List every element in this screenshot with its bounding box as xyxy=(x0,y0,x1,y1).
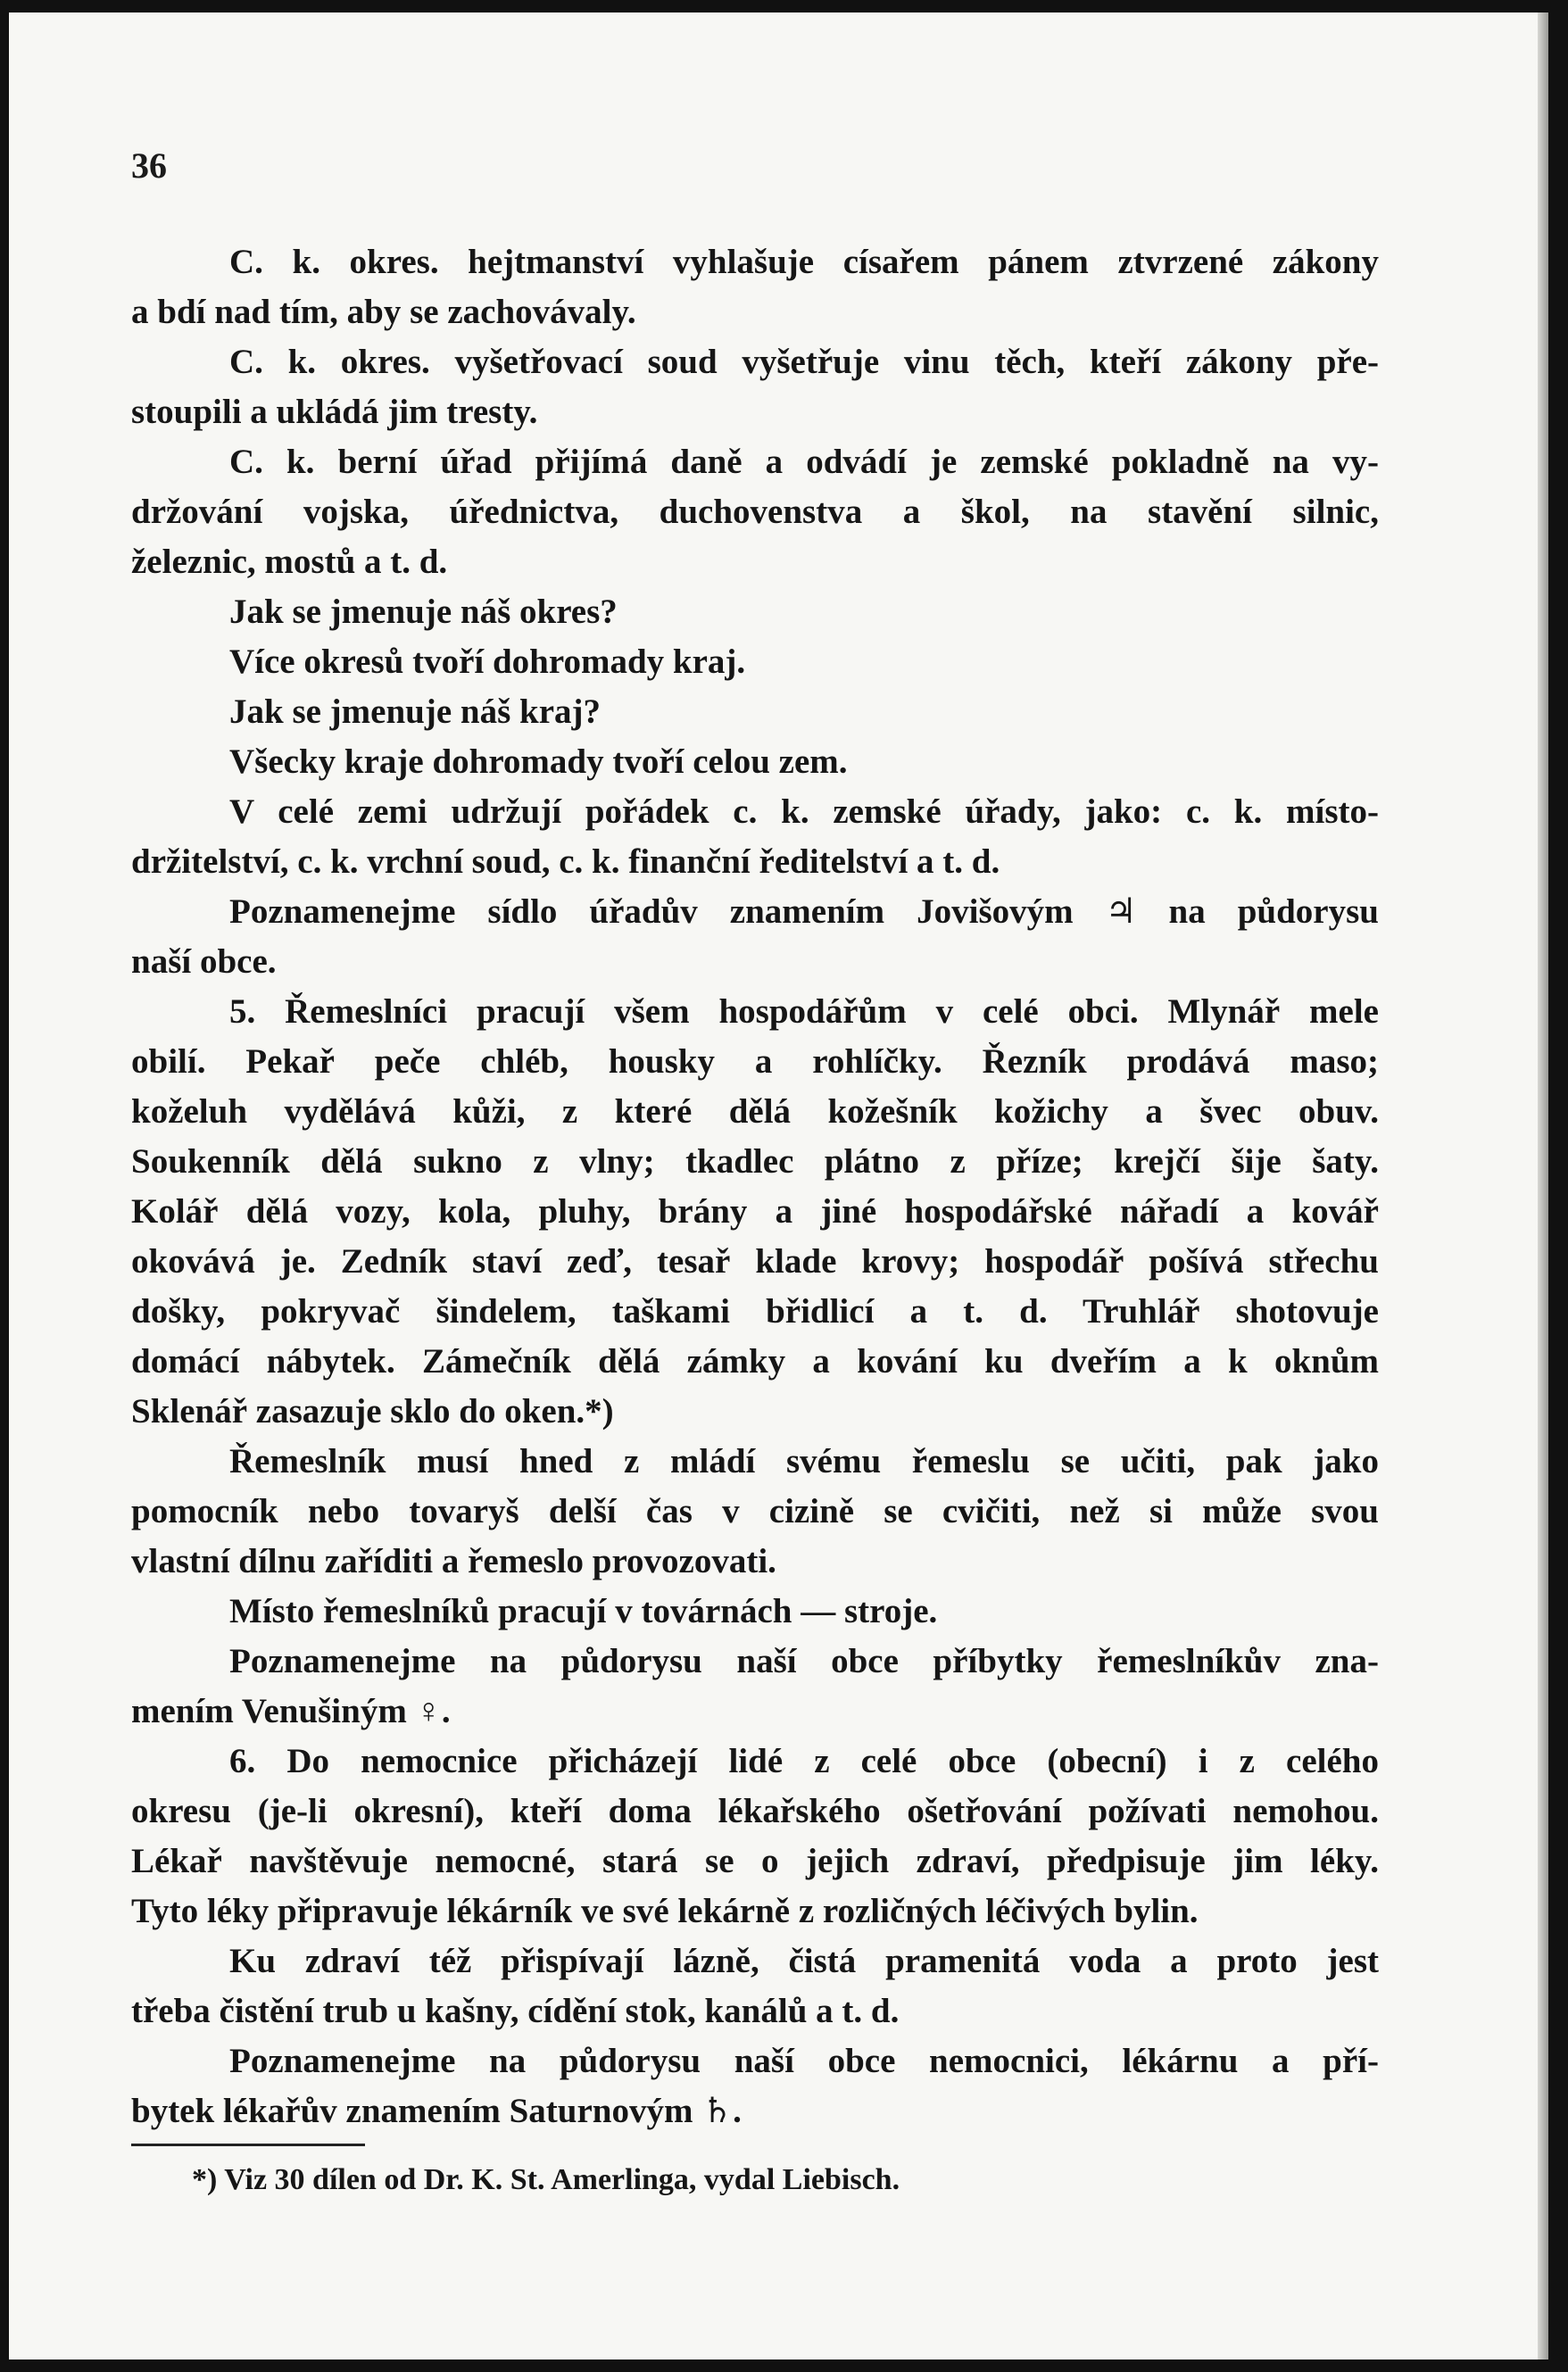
text-line: Všecky kraje dohromady tvoří celou zem. xyxy=(229,742,848,781)
text-line: domácí nábytek. Zámečník dělá zámky a kování ku dveřím a k oknům xyxy=(131,1342,1379,1381)
text-line: Lékař navštěvuje nemocné, stará se o jejich zdraví, předpisuje jim léky. xyxy=(131,1842,1379,1880)
text-line: bytek lékařův znamením Saturnovým ♄. xyxy=(131,2092,742,2130)
text-line: 5. Řemeslníci pracují všem hospodářům v celé obci. Mlynář mele xyxy=(229,992,1379,1031)
footnote: *) Viz 30 dílen od Dr. K. St. Amerlinga, vydal Liebisch. xyxy=(192,2163,900,2196)
text-line: C. k. okres. hejtmanství vyhlašuje císařem pánem ztvrzené zákony xyxy=(229,243,1379,281)
text-line: C. k. berní úřad přijímá daně a odvádí je zemské pokladně na vy- xyxy=(229,443,1379,481)
text-line: třeba čistění trub u kašny, cídění stok, kanálů a t. d. xyxy=(131,1992,900,2030)
text-line: Kolář dělá vozy, kola, pluhy, brány a jiné hospodářské nářadí a kovář xyxy=(131,1192,1379,1231)
text-line: C. k. okres. vyšetřovací soud vyšetřuje vinu těch, kteří zákony pře- xyxy=(229,343,1379,381)
text-line: 6. Do nemocnice přicházejí lidé z celé obce (obecní) i z celého xyxy=(229,1742,1379,1780)
text-line: Místo řemeslníků pracují v továrnách — stroje. xyxy=(229,1592,938,1630)
text-line: došky, pokryvač šindelem, taškami břidlicí a t. d. Truhlář shotovuje xyxy=(131,1292,1379,1331)
text-line: okresu (je-li okresní), kteří doma lékařského ošetřování požívati nemohou. xyxy=(131,1792,1379,1830)
text-line: železnic, mostů a t. d. xyxy=(131,543,448,581)
text-line: Jak se jmenuje náš okres? xyxy=(229,593,618,631)
text-line: Poznamenejme sídlo úřadův znamením Jovišovým ♃ na půdorysu xyxy=(229,892,1379,931)
text-line: Poznamenejme na půdorysu naší obce příbytky řemeslníkův zna- xyxy=(229,1642,1379,1680)
text-line: naší obce. xyxy=(131,942,277,981)
footnote-rule xyxy=(131,2144,365,2146)
text-line: Sklenář zasazuje sklo do oken.*) xyxy=(131,1392,614,1431)
text-line: obilí. Pekař peče chléb, housky a rohlíčky. Řezník prodává maso; xyxy=(131,1042,1379,1081)
text-line: pomocník nebo tovaryš delší čas v cizině se cvičiti, než si může svou xyxy=(131,1492,1379,1530)
text-line: vlastní dílnu zaříditi a řemeslo provozovati. xyxy=(131,1542,776,1580)
text-line: V celé zemi udržují pořádek c. k. zemské úřady, jako: c. k. místo- xyxy=(229,792,1379,831)
text-line: a bdí nad tím, aby se zachovávaly. xyxy=(131,293,636,331)
text-line: Tyto léky připravuje lékárník ve své lekárně z rozličných léčivých bylin. xyxy=(131,1892,1199,1930)
text-line: mením Venušiným ♀. xyxy=(131,1692,451,1730)
text-line: Více okresů tvoří dohromady kraj. xyxy=(229,643,746,681)
text-line: držitelství, c. k. vrchní soud, c. k. finanční ředitelství a t. d. xyxy=(131,842,1000,881)
text-line: koželuh vydělává kůži, z které dělá kožešník kožichy a švec obuv. xyxy=(131,1092,1379,1131)
page-edge-shadow xyxy=(1538,12,1548,2360)
text-line: stoupili a ukládá jim tresty. xyxy=(131,393,538,431)
text-line: Jak se jmenuje náš kraj? xyxy=(229,693,601,731)
text-line: Soukenník dělá sukno z vlny; tkadlec plátno z příze; krejčí šije šaty. xyxy=(131,1142,1379,1181)
text-line: okovává je. Zedník staví zeď, tesař klade krovy; hospodář pošívá střechu xyxy=(131,1242,1379,1281)
book-page xyxy=(9,12,1548,2360)
text-line: držování vojska, úřednictva, duchovenstva a škol, na stavění silnic, xyxy=(131,493,1379,531)
text-line: Ku zdraví též přispívají lázně, čistá pramenitá voda a proto jest xyxy=(229,1942,1379,1980)
text-line: Poznamenejme na půdorysu naší obce nemocnici, lékárnu a pří- xyxy=(229,2042,1379,2080)
body-text xyxy=(131,237,1379,2136)
page-number: 36 xyxy=(131,145,167,186)
text-line: Řemeslník musí hned z mládí svému řemeslu se učiti, pak jako xyxy=(229,1442,1379,1480)
